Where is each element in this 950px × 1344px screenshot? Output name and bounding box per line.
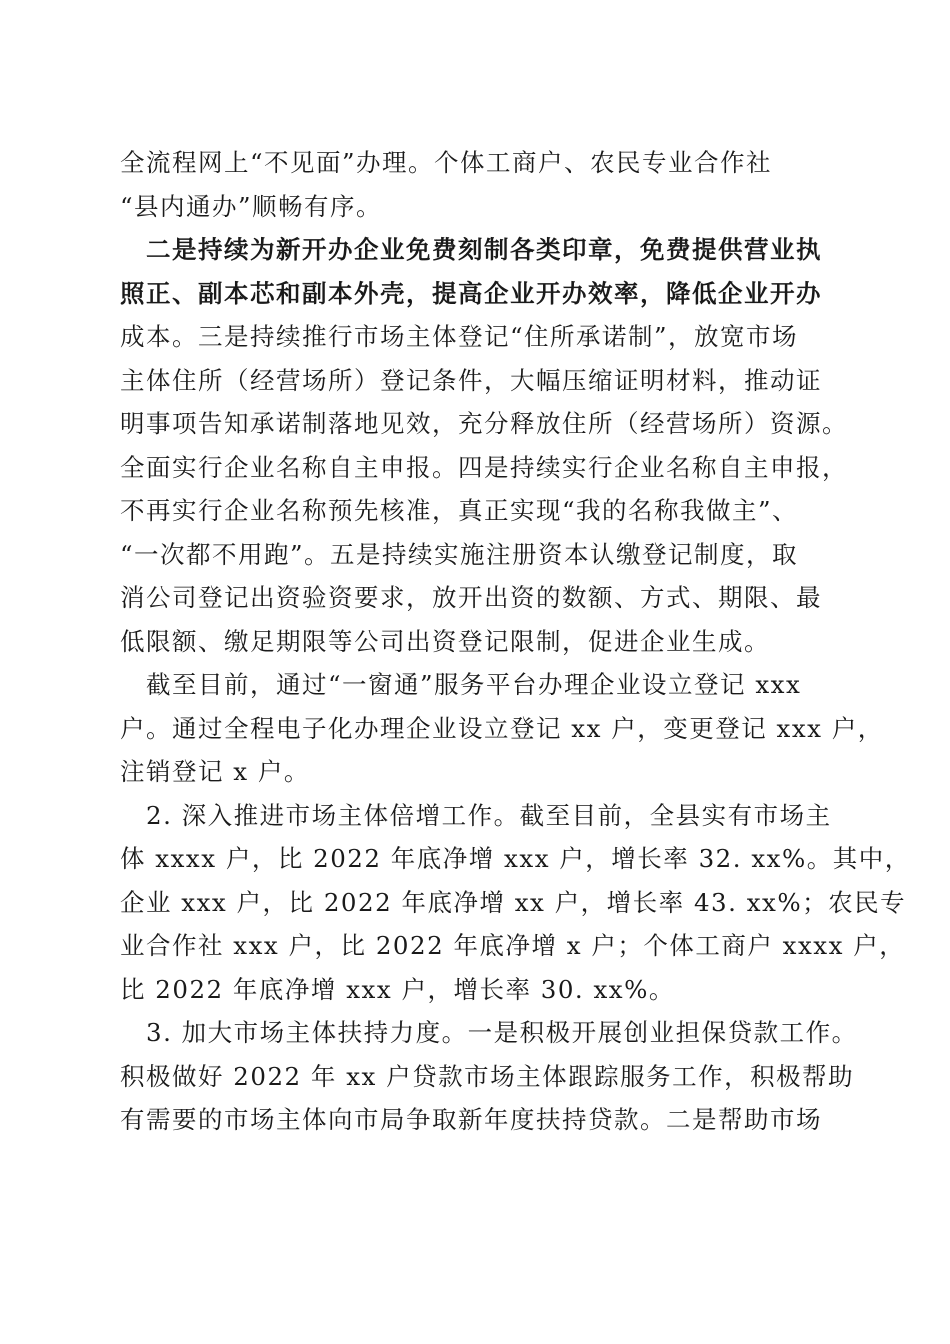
text-line: 业合作社 xxx 户，比 2022 年底净增 x 户；个体工商户 xxxx 户， [120, 931, 906, 960]
text-line: 2. 深入推进市场主体倍增工作。截至目前，全县实有市场主 [120, 800, 832, 830]
text-line: “一次都不用跑”。五是持续实施注册资本认缴登记制度，取 [120, 539, 799, 569]
text-line: 成本。三是持续推行市场主体登记“住所承诺制”，放宽市场 [120, 322, 799, 351]
text-line: 有需要的市场主体向市局争取新年度扶持贷款。二是帮助市场 [120, 1105, 822, 1134]
text-line: 体 xxxx 户，比 2022 年底净增 xxx 户，增长率 32. xx%。其中， [120, 844, 911, 873]
text-line: 消公司登记出资验资要求，放开出资的数额、方式、期限、最 [120, 583, 822, 612]
text-line: 户。通过全程电子化办理企业设立登记 xx 户，变更登记 xxx 户， [120, 713, 884, 743]
document-body [120, 141, 911, 1142]
text-line: 注销登记 x 户。 [120, 757, 310, 786]
text-line: 主体住所（经营场所）登记条件，大幅压缩证明材料，推动证 [120, 365, 822, 395]
text-line: 照正、副本芯和副本外壳，提高企业开办效率，降低企业开办 [120, 278, 822, 308]
text-line: 全面实行企业名称自主申报。四是持续实行企业名称自主申报， [120, 452, 848, 482]
text-line: 截至目前，通过“一窗通”服务平台办理企业设立登记 xxx [120, 670, 802, 699]
text-line: 全流程网上“不见面”办理。个体工商户、农民专业合作社 [120, 148, 773, 177]
text-line: 积极做好 2022 年 xx 户贷款市场主体跟踪服务工作，积极帮助 [120, 1061, 855, 1091]
text-line: 企业 xxx 户，比 2022 年底净增 xx 户，增长率 43. xx%；农民专 [120, 887, 907, 917]
text-line: 明事项告知承诺制落地见效，充分释放住所（经营场所）资源。 [120, 409, 848, 438]
text-line: 低限额、缴足期限等公司出资登记限制，促进企业生成。 [120, 626, 770, 656]
text-line: 不再实行企业名称预先核准，真正实现“我的名称我做主”、 [120, 496, 799, 525]
text-line: 二是持续为新开办企业免费刻制各类印章，免费提供营业执 [120, 235, 822, 264]
text-line: 比 2022 年底净增 xxx 户，增长率 30. xx%。 [120, 974, 675, 1004]
text-line: “县内通办”顺畅有序。 [120, 191, 383, 221]
text-line: 3. 加大市场主体扶持力度。一是积极开展创业担保贷款工作。 [120, 1018, 858, 1047]
